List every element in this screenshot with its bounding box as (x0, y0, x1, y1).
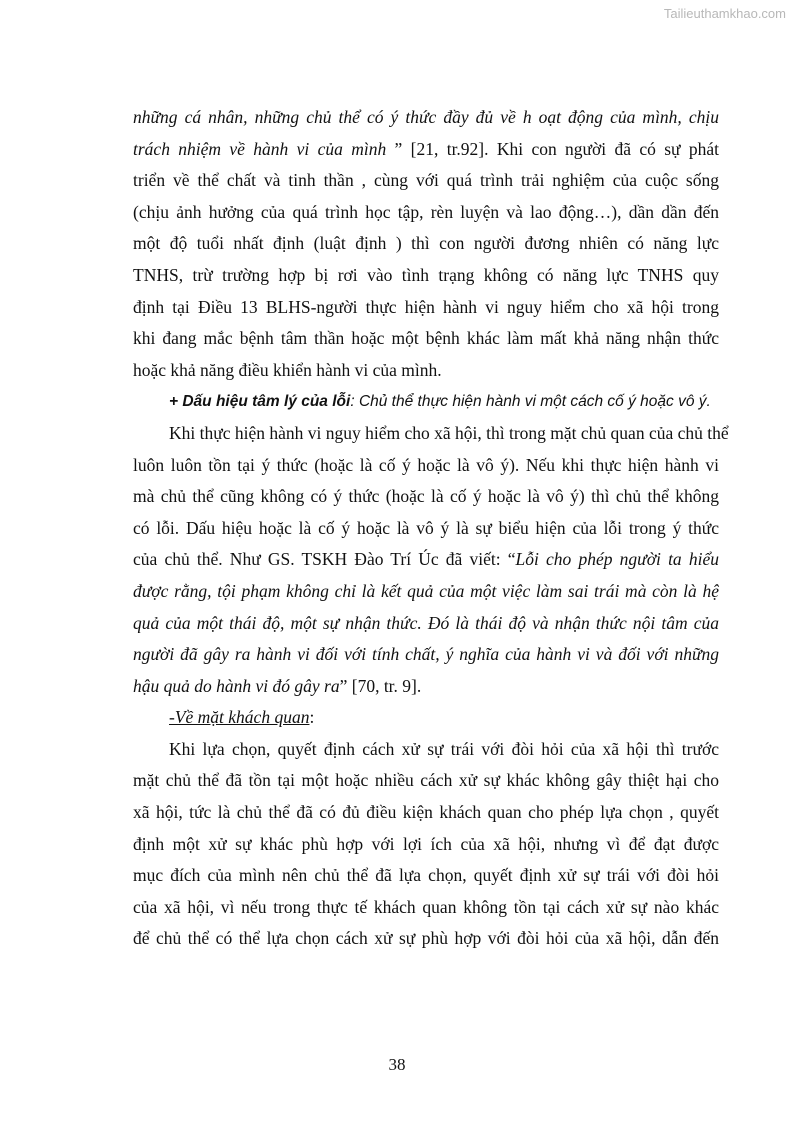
text-line: triển về thể chất và tinh thần , cùng với quá trình trải nghiệm của cuộc sống (133, 170, 719, 191)
text-line: quả của một thái độ, một sự nhận thức. Đó là thái độ và nhận thức nội tâm của (133, 612, 719, 633)
text-line: một độ tuổi nhất định (luật định ) thì con người đương nhiên có năng lực (133, 233, 719, 254)
text-line: có lỗi. Dấu hiệu hoặc là cố ý hoặc là vô ý là sự biểu hiện của lỗi trong ý thức (133, 517, 719, 538)
text-line: mặt chủ thể đã tồn tại một hoặc nhiều cách xử sự khác không gây thiệt hại cho (133, 770, 719, 791)
text-line: mà chủ thể cũng không có ý thức (hoặc là cố ý hoặc là vô ý) thì chủ thể không (133, 486, 719, 507)
text-line: xã hội, tức là chủ thể đã có đủ điều kiện khách quan cho phép lựa chọn , quyết (133, 802, 719, 823)
text-line: của xã hội, vì nếu trong thực tế khách quan không tồn tại cách xử sự nào khác (133, 896, 719, 917)
text-line: định một xử sự khác phù hợp với lợi ích của xã hội, nhưng vì để đạt được (133, 833, 719, 854)
document-body (133, 102, 729, 955)
section-heading: + Dấu hiệu tâm lý của lỗi: Chủ thể thực hiện hành vi một cách cố ý hoặc vô ý. (169, 393, 711, 411)
text-line: (chịu ảnh hưởng của quá trình học tập, rèn luyện và lao động…), dần dần đến (133, 201, 719, 222)
text-line: Khi lựa chọn, quyết định cách xử sự trái với đòi hỏi của xã hội thì trước (169, 738, 719, 759)
subsection-heading: -Về mặt khách quan: (169, 707, 315, 728)
watermark: Tailieuthamkhao.com (663, 6, 786, 21)
text-line: Khi thực hiện hành vi nguy hiểm cho xã hội, thì trong mặt chủ quan của chủ thể (169, 422, 729, 443)
text-line: người đã gây ra hành vi đối với tính chất, ý nghĩa của hành vi và đối với những (133, 644, 719, 665)
text-line: mục đích của mình nên chủ thể đã lựa chọn, quyết định xử sự trái với đòi hỏi (133, 865, 719, 886)
text-line: hậu quả do hành vi đó gây ra” [70, tr. 9]. (133, 675, 422, 696)
text-line: khi đang mắc bệnh tâm thần hoặc một bệnh khác làm mất khả năng nhận thức (133, 328, 719, 349)
page-number: 38 (388, 1055, 406, 1074)
text-line: hoặc khả năng điều khiển hành vi của mình. (133, 359, 442, 380)
text-line: của chủ thể. Như GS. TSKH Đào Trí Úc đã viết: “Lỗi cho phép người ta hiểu (133, 549, 719, 570)
text-line: trách nhiệm về hành vi của mình ” [21, tr.92]. Khi con người đã có sự phát (133, 138, 719, 159)
text-line: TNHS, trừ trường hợp bị rơi vào tình trạng không có năng lực TNHS quy (133, 264, 719, 285)
text-line: để chủ thể có thể lựa chọn cách xử sự phù hợp với đòi hỏi của xã hội, dẫn đến (133, 928, 719, 949)
text-line: được rằng, tội phạm không chỉ là kết quả của một việc làm sai trái mà còn là hệ (133, 580, 719, 601)
text-line: định tại Điều 13 BLHS-người thực hiện hành vi nguy hiểm cho xã hội trong (133, 296, 719, 317)
text-line: luôn luôn tồn tại ý thức (hoặc là cố ý hoặc là vô ý). Nếu khi thực hiện hành vi (133, 454, 719, 475)
text-line: những cá nhân, những chủ thể có ý thức đầy đủ về h oạt động của mình, chịu (133, 107, 719, 127)
